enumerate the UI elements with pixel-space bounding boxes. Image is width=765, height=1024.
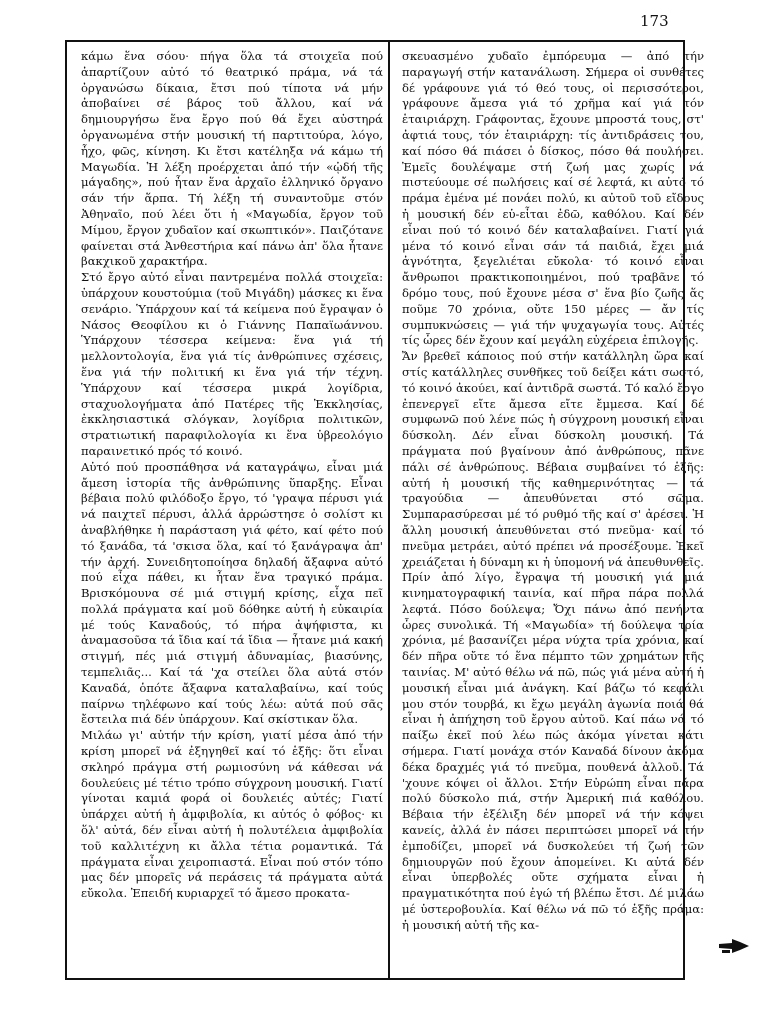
left-paragraph-3: Αὐτό πού προσπάθησα νά καταγράψω, εἶναι μιά ἄμεση ἱστορία τῆς ἀνθρώπινης ὕπαρξης. Εἶναι βέβαια πολύ φιλόδοξο ἔργο, τό 'γραψα πέρυσι γιά νά παιχτεῖ πέρυσι, ἀλλά ἀρρώστησε ὁ σολίστ κι ἀναβλήθηκε ἡ παράσταση γιά φέτο, καί φέτο πού τό ξανάδα, τά 'σκισα ὅλα, καί τό ξανάγραψα ἀπ' τήν ἀρχή. Συνειδητοποίησα δηλαδή ἄξαφνα αὐτό πού εἶχα πάθει, κι ἦταν ἕνα τραγικό πράμα. Βρισκόμουνα σέ μιά στιγμή κρίσης, εἶχα πεῖ πολλά πράγματα καί μοῦ δόθηκε αὐτή ἡ εὐκαιρία μέ τούς Καναδούς, τό πήρα ἀψήφιστα, κι ἀναμασοῦσα τά ἴδια καί τά ἴδια — ἦτανε μιά κακή στιγμή, πές μιά στιγμή ἀδυναμίας, βιασύνης, τεμπελιᾶς... Καί τά 'χα στείλει ὅλα αὐτά στόν Καναδά, ὁπότε ἄξαφνα καταλαβαίνω, καί τούς παίρνω τηλέφωνο καί τούς λέω: αὐτά πού σᾶς ἔστειλα πιά δέν ὑπάρχουν. Καί σκίστικαν ὅλα.: [81, 459, 383, 727]
arrow-right-hand-icon: [718, 937, 750, 955]
right-paragraph-1: σκευασμένο χυδαῖο ἐμπόρευμα — ἀπό τήν παραγωγή στήν κατανάλωση. Σήμερα οἱ συνθέτες δέ γράφουνε γιά τό θεό τους, οἱ περισσότεροι, γράφουνε ἄμεσα γιά τό χρῆμα καί γιά τόν ἑταιριάρχη. Γράφοντας, ἔχουνε μπροστά τους, στ' ἀφτιά τους, τόν ἑταιριάρχη: τίς ἀντιδράσεις του, καί πόσο θά πιάσει ὁ δίσκος, πόσο θά πουλήσει. Ἐμεῖς δουλέψαμε στή ζωή μας χωρίς νά πιστεύουμε σέ πωλήσεις καί σέ λεφτά, κι αὐτό τό πράμα ἐμένα μέ πονάει πολύ, κι αὐτοῦ τοῦ εἴδους ἡ μουσική δέν εὑ-εἶται ἐδῶ, καθόλου. Καί δέν εἶναι πού τό κοινό δέν καταλαβαίνει. Γιατί γιά μένα τό κοινό εἶναι σάν τά παιδιά, ἔχει μιά ἀγνότητα, ξεγελιέται εὔκολα· τό κοινό εἶναι ἄνθρωποι πρακτικοποιημένοι, πού τραβᾶνε τό δρόμο τους, πού ἔχουνε μέσα σ' ἕνα βίο ζωῆς ἅς ποῦμε 70 χρόνια, οὔτε 150 μέρες — ἄν τίς συμπυκνώσεις — γιά τήν ψυχαγωγία τους. Αὐτές τίς ὧρες δέν ἔχουν καί μεγάλη εὐχέρεια ἐπιλογῆς.: [402, 49, 704, 348]
left-paragraph-1: κάμω ἕνα σόου· πήγα ὅλα τά στοιχεῖα πού ἀπαρτίζουν αὐτό τό θεατρικό πράμα, νά τά ὀργανώσω δίκαια, ἔτσι πού τίποτα νά μήν ἀποβαίνει σέ βάρος τοῦ ἄλλου, καί νά δημιουργήσω ἕνα ἔργο πού θά ἔχει αὐστηρά ὀργανωμένα στήν μουσική τή παρτιτούρα, λόγο, ἦχο, φῶς, κίνηση. Κι ἔτσι κατέληξα νά κάμω τή Μαγωδία. Ἡ λέξη προέρχεται ἀπό τήν «ᾠδή τῆς μάγαδης», πού ἦταν ἕνα ἀρχαῖο ἑλληνικό ὄργανο σάν τήν ἅρπα. Τή λέξη τή συναντοῦμε στόν Ἀθηναῖο, πού λέει ὅτι ἡ «Μαγωδία, ἔργον τοῦ Μίμου, ἔργον χυδαῖον καί σκωπτικόν». Παιζότανε φαίνεται στά Ἀνθεστήρια καί πάνω ἀπ' ὅλα ἦτανε βακχικοῦ χαρακτήρα.: [81, 49, 383, 269]
right-paragraph-2: Ἄν βρεθεῖ κάποιος πού στήν κατάλληλη ὥρα καί στίς κατάλληλες συνθῆκες τοῦ δείξει κάτι σωστό, τό κοινό ἀκούει, καί ἀντιδρᾶ σωστά. Τό καλό ἔργο ἐπενεργεῖ εἴτε ἄμεσα εἴτε ἔμμεσα. Καί δέ συμφωνῶ πού λένε πώς ἡ σύγχρονη μουσική εἶναι δύσκολη. Δέν εἶναι δύσκολη μουσική. Τά πράγματα πού βγαίνουν ἀπό ἀνθρώπους, πᾶνε πάλι σέ ἀνθρώπους. Βέβαια συμβαίνει τό ἑξῆς: αὐτή ἡ μουσική τῆς καθημερινότητας — τά τραγούδια — ἀπευθύνεται στό σῶμα. Συμπαρασύρεσαι μέ τό ρυθμό τῆς καί σ' ἀρέσει. Ἡ ἄλλη μουσική ἀπευθύνεται στό πνεῦμα· καί τό πνεῦμα μετράει, αὐτό πρέπει νά προσέξουμε. Ἐκεῖ χρειάζεται ἡ δύναμη κι ἡ ὑπομονή νά ἀπευθυνθεῖς. Πρίν ἀπό λίγο, ἔγραψα τή μουσική γιά μιά κινηματογραφική ταινία, καί πῆρα πάρα πολλά λεφτά. Πόσο δούλεψα; Ὄχι πάνω ἀπό πενήντα ὧρες συνολικά. Τή «Μαγωδία» τή δούλεψα τρία χρόνια, μέ βασανίζει μέρα νύχτα τρία χρόνια, καί δέν πῆρα οὔτε τό ἕνα πέμπτο τῶν χρημάτων τῆς ταινίας. Μ' αὐτό θέλω νά πῶ, πώς γιά μένα αὐτή ἡ μουσική εἶναι μιά ἀνάγκη. Καί βάζω τό κεφάλι μου στόν τουρβά, κι ἔχω μεγάλη ἀγωνία ποιά θά εἶναι ἡ ἀπήχηση τοῦ ἔργου αὐτοῦ. Καί πάω νά τό παίξω ἐκεῖ πού λέω πώς ἀκόμα γίνεται κάτι σήμερα. Γιατί μονάχα στόν Καναδά δίνουν ἀκόμα δέκα δραχμές γιά τό πνεῦμα, πουθενά ἀλλοῦ. Τά 'χουνε κόψει οἱ ἄλλοι. Στήν Εὐρώπη εἶναι πάρα πολύ δύσκολο πιά, στήν Ἀμερική πιά καθόλου. Βέβαια τήν ἐξέλιξη δέν μπορεῖ νά τήν κόψει κανείς, ἀλλά ἐν πάσει περιπτώσει μπορεῖ νά τήν ἐμποδίζει, μπορεῖ νά δυσκολεύει τή ζωή τῶν δημιουργῶν πού ἔχουν ἀπομείνει. Κι αὐτά δέν εἶναι ὑπερβολές οὔτε σχήματα εἶναι ἡ πραγματικότητα πού ἐγώ τή βλέπω ἔτσι. Δέ μιλάω μέ ὑστεροβουλία. Καί θέλω νά πῶ τό ἑξῆς πράμα: ἡ μουσική αὐτή τῆς κα-: [402, 349, 704, 932]
column-divider: [388, 40, 390, 980]
left-column: [81, 49, 383, 969]
left-paragraph-4: Μιλάω γι' αὐτήν τήν κρίση, γιατί μέσα ἀπό τήν κρίση μπορεῖ νά ἐξηγηθεῖ καί τό ἑξῆς: ὅτι εἶναι σκληρό πράγμα στή ρωμιοσύνη νά κάθεσαι νά δουλεύεις μέ τέτιο τρόπο σύγχρονη μουσική. Γιατί γίνοται καμιά φορά οἱ δουλειές αὐτές; Γιατί ὑπάρχει αὐτή ἡ ἀμφιβολία, κι αὐτός ὁ φόβος· κι ὅλ' αὐτά, δέν εἶναι αὐτή ἡ πολυτέλεια ἀμφιβολία τοῦ καλλιτέχνη κι ἄλλα τέτια ρομαντικά. Τά πράγματα εἶναι χειροπιαστά. Εἶναι πού στόν τόπο μας δέν μπορεῖς νά περάσεις τά πράγματα αὐτά εὔκολα. Ἐπειδή κυριαρχεῖ τό ἄμεσο προκατα-: [81, 728, 383, 901]
left-paragraph-2: Στό ἔργο αὐτό εἶναι παντρεμένα πολλά στοιχεῖα: ὑπάρχουν κουστούμια (τοῦ Μιγάδη) μάσκες κι ἕνα σενάριο. Ὑπάρχουν καί τά κείμενα πού ἔγραψαν ὁ Νάσος Θεοφίλου κι ὁ Γιάννης Παπαϊωάννου. Ὑπάρχουν τέσσερα κείμενα: ἕνα γιά τή μελλοντολογία, ἕνα γιά τίς ἀνθρώπινες σχέσεις, ἕνα γιά τήν πολιτική κι ἕνα γιά τήν τέχνη. Ὑπάρχουν καί τέσσερα μικρά λογίδρια, σταχυολογήματα ἀπό Πατέρες τῆς Ἐκκλησίας, ἐκκλησιαστικά σλόγκαν, λογίδρια πολιτικῶν, στρατιωτική παραφιλολογία κι ἕνα ὑβρεολόγιο παραινετικό πρός τό κοινό.: [81, 270, 383, 458]
page-number: 173: [640, 12, 669, 30]
right-column: [402, 49, 704, 969]
